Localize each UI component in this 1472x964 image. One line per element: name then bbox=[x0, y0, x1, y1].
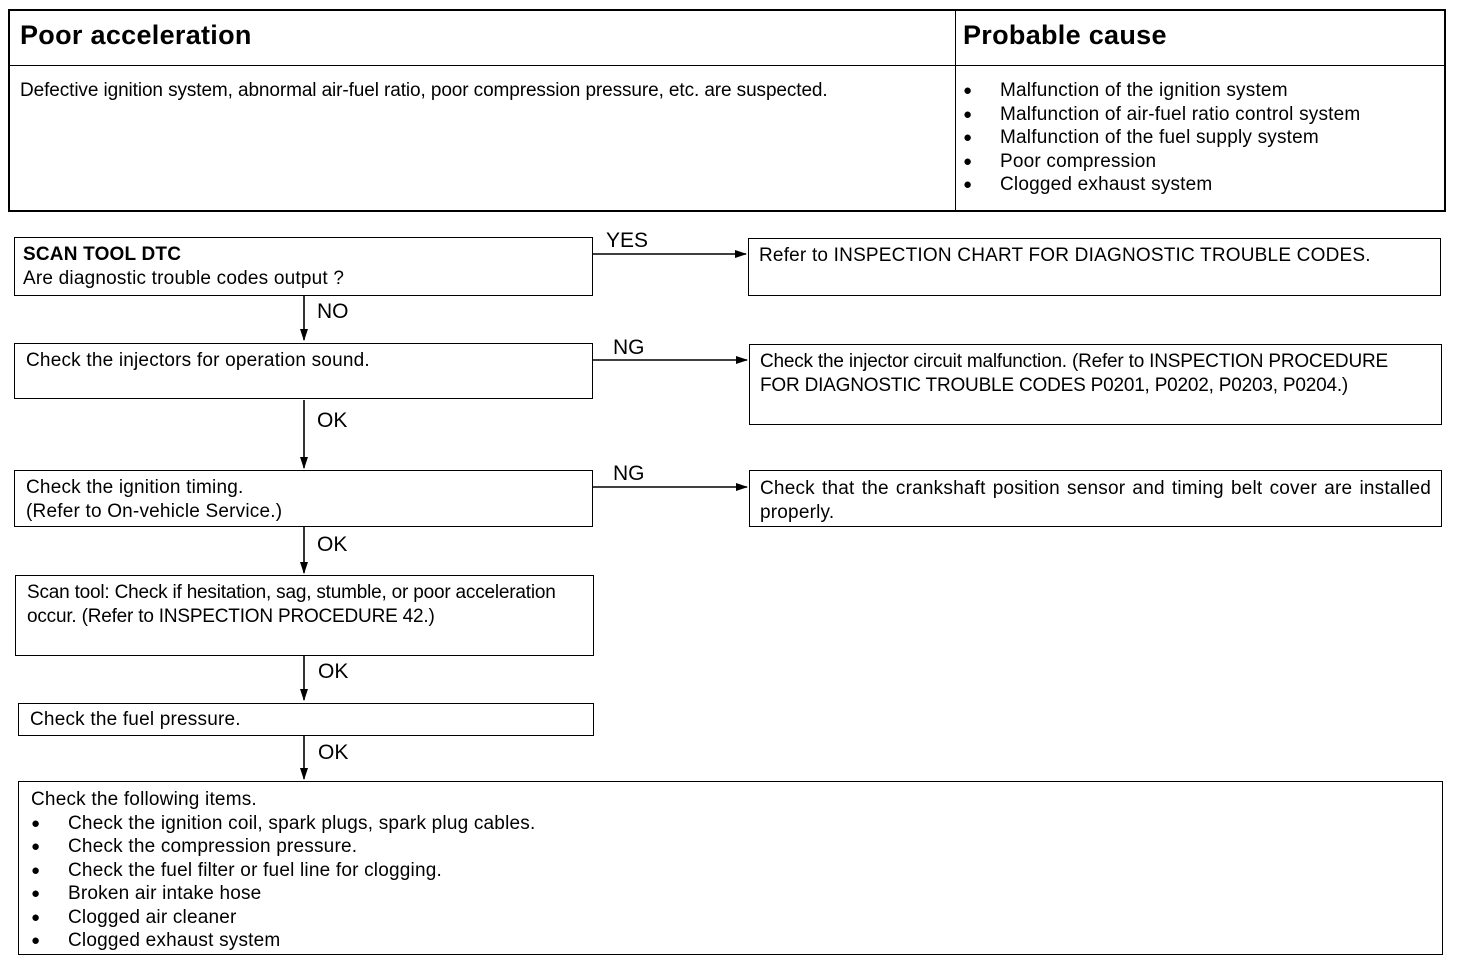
step-check-ignition-timing-line1: Check the ignition timing. bbox=[26, 477, 244, 498]
page-title: Poor acceleration bbox=[20, 20, 252, 50]
label-no: NO bbox=[317, 300, 349, 323]
step-check-following-items bbox=[18, 781, 1443, 955]
result-injector-circuit bbox=[749, 344, 1442, 425]
step-check-ignition-timing-line2: (Refer to On-vehicle Service.) bbox=[26, 500, 283, 522]
result-refer-dtc-chart-text: Refer to INSPECTION CHART FOR DIAGNOSTIC TROUBLE CODES. bbox=[759, 245, 1371, 266]
check-items-intro: Check the following items. bbox=[31, 789, 257, 810]
check-item: ● Check the ignition coil, spark plugs, spark plug cables. bbox=[31, 812, 1442, 836]
check-item: ● Broken air intake hose bbox=[31, 882, 1442, 906]
label-ok-fuel: OK bbox=[318, 741, 349, 764]
symptom-description: Defective ignition system, abnormal air-fuel ratio, poor compression pressure, etc. are suspected. bbox=[20, 80, 828, 101]
step-check-ignition-timing bbox=[14, 470, 593, 527]
step-scan-tool-hesitation bbox=[15, 575, 594, 656]
step-check-injectors bbox=[14, 343, 593, 399]
cause-item: ● Malfunction of air-fuel ratio control system bbox=[963, 103, 1443, 127]
check-items-list bbox=[31, 812, 1442, 953]
result-crankshaft-sensor-text: Check that the crankshaft position sensor and timing belt cover are installed properly. bbox=[760, 478, 1431, 523]
result-refer-dtc-chart bbox=[748, 238, 1441, 296]
cause-item: ● Poor compression bbox=[963, 150, 1443, 174]
check-item: ● Clogged exhaust system bbox=[31, 929, 1442, 953]
label-ng-injectors: NG bbox=[613, 336, 645, 359]
step-scan-tool-hesitation-text: Scan tool: Check if hesitation, sag, stumble, or poor acceleration occur. (Refer to INSPECTION PROCEDURE 42.) bbox=[27, 582, 556, 627]
cause-item: ● Malfunction of the ignition system bbox=[963, 79, 1443, 103]
cause-item: ● Clogged exhaust system bbox=[963, 173, 1443, 197]
step-scan-tool-dtc-title: SCAN TOOL DTC bbox=[23, 244, 182, 265]
label-ng-timing: NG bbox=[613, 462, 645, 485]
label-ok-scan: OK bbox=[318, 660, 349, 683]
step-check-fuel-pressure-text: Check the fuel pressure. bbox=[30, 709, 241, 730]
label-ok-injectors: OK bbox=[317, 409, 348, 432]
step-check-fuel-pressure bbox=[18, 703, 594, 736]
label-ok-timing: OK bbox=[317, 533, 348, 556]
check-item: ● Check the compression pressure. bbox=[31, 835, 1442, 859]
step-scan-tool-dtc-question: Are diagnostic trouble codes output ? bbox=[23, 267, 345, 289]
step-check-injectors-text: Check the injectors for operation sound. bbox=[26, 350, 370, 371]
step-scan-tool-dtc bbox=[14, 237, 593, 296]
result-crankshaft-sensor bbox=[749, 470, 1442, 527]
result-injector-circuit-text: Check the injector circuit malfunction. (Refer to INSPECTION PROCEDURE FOR DIAGNOSTIC TROUBLE CODES P0201, P0202, P0203, P0204.) bbox=[760, 351, 1388, 396]
cause-item: ● Malfunction of the fuel supply system bbox=[963, 126, 1443, 150]
check-item: ● Check the fuel filter or fuel line for clogging. bbox=[31, 859, 1442, 883]
label-yes: YES bbox=[606, 229, 649, 252]
check-item: ● Clogged air cleaner bbox=[31, 906, 1442, 930]
probable-cause-title: Probable cause bbox=[963, 20, 1167, 50]
